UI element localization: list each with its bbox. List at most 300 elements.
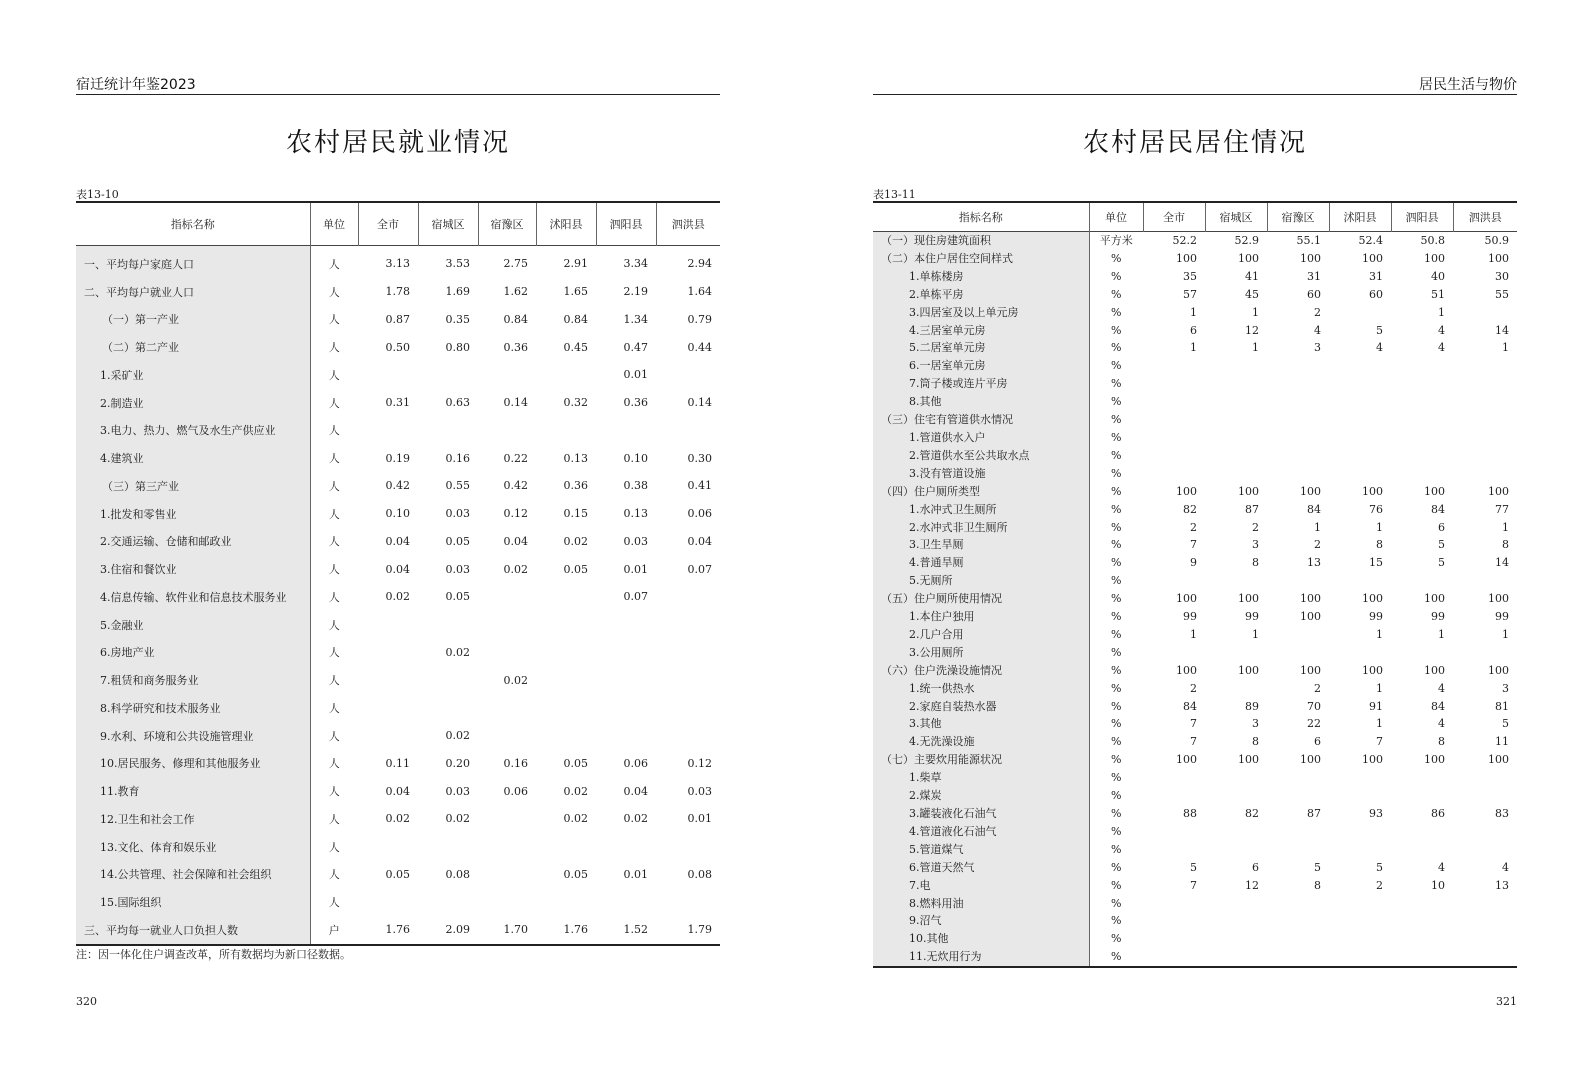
data-cell: 4 [1314, 323, 1321, 337]
row-unit: % [1111, 520, 1122, 534]
row-label: 9.沼气 [873, 912, 1089, 930]
data-cell: 30 [1495, 269, 1509, 283]
data-cell: 0.04 [385, 784, 410, 798]
data-cell: 0.02 [563, 784, 588, 798]
data-cell [1453, 465, 1517, 483]
row-unit: % [1111, 914, 1122, 928]
data-cell [1329, 841, 1391, 859]
data-cell [1391, 912, 1453, 930]
row-label: 11.教育 [76, 777, 310, 805]
row-label: 3.卫生旱厕 [873, 536, 1089, 554]
data-cell [1391, 823, 1453, 841]
row-unit: 人 [328, 618, 340, 632]
data-cell [1205, 787, 1267, 805]
data-cell: 0.87 [385, 312, 410, 326]
data-cell [1143, 357, 1205, 375]
data-cell: 2.94 [687, 257, 712, 271]
table-row [76, 417, 720, 445]
table-row [76, 555, 720, 583]
data-cell: 0.14 [687, 396, 712, 410]
table-row [76, 611, 720, 639]
column-header: 宿豫区 [478, 202, 536, 246]
row-label: 3.公用厕所 [873, 644, 1089, 662]
table-row [873, 483, 1517, 501]
table-row [873, 572, 1517, 590]
row-unit: % [1111, 484, 1122, 498]
data-cell: 8 [1252, 735, 1259, 749]
row-unit: 人 [328, 590, 340, 604]
row-unit: % [1111, 556, 1122, 570]
row-label: 6.房地产业 [76, 639, 310, 667]
row-unit: % [1111, 448, 1122, 462]
data-cell: 7 [1190, 538, 1197, 552]
data-cell: 0.19 [385, 451, 410, 465]
data-cell [478, 639, 536, 667]
data-cell: 7 [1376, 735, 1383, 749]
column-header: 全市 [358, 202, 418, 246]
row-unit: % [1111, 789, 1122, 803]
data-cell: 0.03 [623, 534, 648, 548]
data-cell [1453, 787, 1517, 805]
row-label: 4.建筑业 [76, 444, 310, 472]
data-cell: 60 [1307, 287, 1321, 301]
data-cell: 82 [1183, 502, 1197, 516]
data-cell: 0.06 [687, 507, 712, 521]
row-unit: 人 [328, 563, 340, 577]
row-label: 12.卫生和社会工作 [76, 805, 310, 833]
data-cell: 0.03 [445, 507, 470, 521]
column-header: 宿城区 [418, 202, 478, 246]
data-cell [1453, 447, 1517, 465]
data-cell: 0.12 [503, 507, 528, 521]
data-cell [418, 833, 478, 861]
data-cell: 0.14 [503, 396, 528, 410]
table-row [76, 722, 720, 750]
table-row [76, 528, 720, 556]
row-label: 11.无炊用行为 [873, 948, 1089, 967]
row-label: 1.批发和零售业 [76, 500, 310, 528]
data-cell: 4 [1438, 341, 1445, 355]
data-cell [1329, 393, 1391, 411]
data-cell [1267, 948, 1329, 967]
table-row [76, 888, 720, 916]
data-cell: 3.53 [445, 257, 470, 271]
data-cell [1453, 411, 1517, 429]
data-cell: 0.80 [445, 340, 470, 354]
data-cell: 3.13 [385, 257, 410, 271]
data-cell: 0.02 [503, 562, 528, 576]
row-label: 1.柴草 [873, 769, 1089, 787]
data-cell: 0.04 [687, 534, 712, 548]
table-row [76, 750, 720, 778]
row-label: 14.公共管理、社会保障和社会组织 [76, 861, 310, 889]
data-cell: 2 [1190, 520, 1197, 534]
row-unit: 人 [328, 507, 340, 521]
data-cell: 1 [1376, 627, 1383, 641]
data-cell: 84 [1431, 502, 1445, 516]
table-row [873, 536, 1517, 554]
data-cell: 5 [1314, 860, 1321, 874]
row-unit: % [1111, 251, 1122, 265]
data-cell: 1.62 [503, 285, 528, 299]
data-cell [596, 722, 656, 750]
data-cell: 7 [1190, 717, 1197, 731]
data-cell: 100 [1300, 610, 1321, 624]
data-cell: 7 [1190, 878, 1197, 892]
table-row [873, 554, 1517, 572]
row-unit: 平方米 [1099, 234, 1133, 247]
data-cell [1267, 626, 1329, 644]
data-cell: 86 [1431, 807, 1445, 820]
column-header: 泗洪县 [656, 202, 720, 246]
table-row [76, 694, 720, 722]
data-cell: 57 [1183, 287, 1197, 301]
data-cell [478, 722, 536, 750]
data-cell: 93 [1369, 807, 1383, 820]
row-label: 7.筒子楼或连片平房 [873, 375, 1089, 393]
row-label: 6.一居室单元房 [873, 357, 1089, 375]
data-cell [656, 639, 720, 667]
table-row [873, 501, 1517, 519]
data-cell: 76 [1369, 502, 1383, 516]
row-label: 4.信息传输、软件业和信息技术服务业 [76, 583, 310, 611]
data-cell [1391, 644, 1453, 662]
data-cell: 51 [1431, 287, 1445, 301]
data-cell: 0.07 [623, 590, 648, 604]
data-cell [1453, 393, 1517, 411]
table-row [873, 841, 1517, 859]
table-row [76, 861, 720, 889]
row-unit: % [1111, 878, 1122, 892]
row-label: 3.住宿和餐饮业 [76, 555, 310, 583]
table-row [873, 232, 1517, 250]
data-cell: 0.32 [563, 396, 588, 410]
data-cell: 35 [1183, 269, 1197, 283]
row-label: 5.金融业 [76, 611, 310, 639]
data-cell [1453, 357, 1517, 375]
table-row [873, 859, 1517, 877]
table-row [873, 895, 1517, 913]
row-unit: 人 [328, 896, 340, 910]
table-row [76, 666, 720, 694]
data-cell [358, 722, 418, 750]
data-cell: 4 [1438, 860, 1445, 874]
data-cell: 1 [1502, 520, 1509, 534]
data-cell: 0.84 [563, 312, 588, 326]
data-cell: 100 [1488, 753, 1509, 767]
row-unit: % [1111, 430, 1122, 444]
table-row [873, 787, 1517, 805]
column-header: 泗阳县 [596, 202, 656, 246]
data-cell: 1 [1376, 520, 1383, 534]
column-header: 泗阳县 [1391, 202, 1453, 232]
data-cell: 2.91 [563, 257, 588, 271]
data-cell: 99 [1183, 610, 1197, 624]
data-cell: 4 [1438, 717, 1445, 731]
data-cell [596, 611, 656, 639]
data-cell: 0.36 [563, 479, 588, 493]
table-header-row [76, 202, 720, 246]
data-cell: 0.79 [687, 312, 712, 326]
data-cell [1329, 375, 1391, 393]
data-cell [478, 861, 536, 889]
row-unit: % [1111, 699, 1122, 713]
data-cell: 100 [1424, 663, 1445, 677]
data-cell [358, 666, 418, 694]
row-label: 2.交通运输、仓储和邮政业 [76, 528, 310, 556]
table-row [873, 733, 1517, 751]
data-cell [478, 583, 536, 611]
data-cell: 6 [1190, 323, 1197, 337]
row-label: 4.无洗澡设施 [873, 733, 1089, 751]
data-cell: 1 [1190, 341, 1197, 355]
data-cell: 3.34 [623, 257, 648, 271]
data-cell: 100 [1300, 663, 1321, 677]
data-cell: 0.02 [445, 729, 470, 743]
data-cell [656, 583, 720, 611]
data-cell [1391, 787, 1453, 805]
row-label: 二、平均每户就业人口 [76, 278, 310, 306]
data-cell: 1.65 [563, 285, 588, 299]
row-unit: 户 [328, 923, 340, 937]
data-cell: 1 [1376, 681, 1383, 695]
row-unit: % [1111, 538, 1122, 552]
data-cell [536, 888, 596, 916]
table-row [873, 304, 1517, 322]
data-cell: 100 [1424, 592, 1445, 606]
column-header: 指标名称 [958, 211, 1003, 224]
row-unit: % [1111, 574, 1122, 588]
row-label: 4.管道液化石油气 [873, 823, 1089, 841]
data-cell: 50.8 [1420, 234, 1445, 247]
table-row [76, 833, 720, 861]
data-cell: 1.70 [503, 923, 528, 937]
table-row [873, 823, 1517, 841]
data-cell: 0.38 [623, 479, 648, 493]
data-cell: 41 [1245, 269, 1259, 283]
data-cell [1267, 465, 1329, 483]
data-cell: 2 [1190, 681, 1197, 695]
data-cell: 88 [1183, 807, 1197, 820]
data-cell: 0.02 [385, 590, 410, 604]
row-unit: 人 [328, 341, 340, 355]
data-cell: 7 [1190, 735, 1197, 749]
data-cell: 1 [1376, 717, 1383, 731]
row-label: 7.电 [873, 877, 1089, 895]
table-row [76, 246, 720, 278]
data-cell: 100 [1300, 484, 1321, 498]
right-page [873, 0, 1517, 1077]
data-cell [1205, 357, 1267, 375]
row-unit: % [1111, 413, 1122, 427]
data-cell: 84 [1431, 699, 1445, 713]
row-label: 3.电力、热力、燃气及水生产供应业 [76, 417, 310, 445]
data-cell: 31 [1307, 269, 1321, 283]
data-cell: 2.09 [445, 923, 470, 937]
data-cell [478, 888, 536, 916]
table-row [76, 583, 720, 611]
data-cell [478, 417, 536, 445]
row-unit: 人 [328, 757, 340, 771]
data-cell: 50.9 [1484, 234, 1509, 247]
data-cell: 60 [1369, 287, 1383, 301]
data-cell [418, 417, 478, 445]
data-cell [358, 361, 418, 389]
running-header: 宿迁统计年鉴2023 [76, 74, 720, 95]
data-cell: 89 [1245, 699, 1259, 713]
row-unit: % [1111, 807, 1122, 820]
row-label: 3.四居室及以上单元房 [873, 304, 1089, 322]
data-cell: 0.84 [503, 312, 528, 326]
data-cell [1267, 912, 1329, 930]
data-cell: 5 [1190, 860, 1197, 874]
data-cell [1205, 841, 1267, 859]
row-label: 2.水冲式非卫生厕所 [873, 519, 1089, 537]
data-cell [1267, 787, 1329, 805]
data-cell [1205, 823, 1267, 841]
row-unit: % [1111, 663, 1122, 677]
data-cell [1267, 429, 1329, 447]
row-unit: % [1111, 341, 1122, 355]
data-cell: 4 [1376, 341, 1383, 355]
data-cell: 0.04 [503, 534, 528, 548]
data-cell [1329, 895, 1391, 913]
row-label: （三）住宅有管道供水情况 [873, 411, 1089, 429]
data-cell [1267, 644, 1329, 662]
table-row [873, 662, 1517, 680]
data-cell [1329, 912, 1391, 930]
table-row [76, 777, 720, 805]
row-label: 3.其他 [873, 715, 1089, 733]
table-row [76, 805, 720, 833]
data-cell: 0.55 [445, 479, 470, 493]
data-cell [1453, 895, 1517, 913]
row-unit: % [1111, 502, 1122, 516]
table-row [873, 393, 1517, 411]
row-label: 4.普通旱厕 [873, 554, 1089, 572]
data-cell: 8 [1376, 538, 1383, 552]
row-unit: % [1111, 645, 1122, 659]
data-cell [1267, 357, 1329, 375]
data-cell [1205, 930, 1267, 948]
table-header-row [873, 202, 1517, 232]
housing-table [873, 201, 1517, 968]
data-cell: 11 [1495, 735, 1509, 749]
data-cell: 100 [1362, 484, 1383, 498]
data-cell: 0.02 [563, 812, 588, 826]
data-cell [1391, 447, 1453, 465]
table-row [873, 268, 1517, 286]
data-cell: 8 [1438, 735, 1445, 749]
data-cell: 1 [1190, 305, 1197, 319]
row-label: （四）住户厕所类型 [873, 483, 1089, 501]
data-cell: 1 [1252, 305, 1259, 319]
data-cell: 100 [1300, 592, 1321, 606]
data-cell [1391, 930, 1453, 948]
data-cell: 100 [1300, 251, 1321, 265]
data-cell: 0.03 [687, 784, 712, 798]
row-unit: 人 [328, 868, 340, 882]
row-label: 5.二居室单元房 [873, 339, 1089, 357]
data-cell: 100 [1362, 663, 1383, 677]
table-note: 注：因一体化住户调查改革，所有数据均为新口径数据。 [76, 948, 351, 961]
data-cell: 0.03 [445, 562, 470, 576]
data-cell: 13 [1307, 556, 1321, 570]
row-unit: % [1111, 824, 1122, 838]
data-cell [478, 694, 536, 722]
data-cell: 77 [1495, 502, 1509, 516]
data-cell [1391, 895, 1453, 913]
data-cell: 0.08 [445, 867, 470, 881]
data-cell: 0.13 [563, 451, 588, 465]
row-unit: 人 [328, 285, 340, 299]
data-cell [1267, 447, 1329, 465]
data-cell: 0.07 [687, 562, 712, 576]
table-row [873, 751, 1517, 769]
row-unit: 人 [328, 368, 340, 382]
data-cell [1267, 930, 1329, 948]
row-unit: % [1111, 717, 1122, 731]
data-cell: 1 [1252, 627, 1259, 641]
data-cell: 0.42 [385, 479, 410, 493]
row-label: （三）第三产业 [76, 472, 310, 500]
data-cell [478, 611, 536, 639]
data-cell [1205, 375, 1267, 393]
data-cell [1329, 429, 1391, 447]
data-cell: 1.64 [687, 285, 712, 299]
data-cell [1143, 948, 1205, 967]
table-row [873, 590, 1517, 608]
data-cell: 99 [1495, 610, 1509, 624]
data-cell: 100 [1300, 753, 1321, 767]
table-row [873, 465, 1517, 483]
row-unit: % [1111, 305, 1122, 319]
data-cell: 100 [1488, 251, 1509, 265]
page-number: 320 [76, 995, 97, 1008]
data-cell: 0.20 [445, 756, 470, 770]
data-cell: 3 [1252, 538, 1259, 552]
data-cell: 100 [1238, 663, 1259, 677]
data-cell [1453, 948, 1517, 967]
row-label: 2.家庭自装热水器 [873, 698, 1089, 716]
table-row [873, 411, 1517, 429]
data-cell: 2 [1376, 878, 1383, 892]
data-cell [596, 666, 656, 694]
data-cell [1143, 375, 1205, 393]
data-cell: 13 [1495, 878, 1509, 892]
data-cell: 10 [1431, 878, 1445, 892]
row-unit: 人 [328, 452, 340, 466]
column-header: 指标名称 [170, 218, 215, 231]
row-unit: % [1111, 932, 1122, 946]
data-cell [1391, 429, 1453, 447]
data-cell: 40 [1431, 269, 1445, 283]
data-cell [1143, 393, 1205, 411]
employment-table [76, 201, 720, 946]
row-label: 8.燃料用油 [873, 895, 1089, 913]
data-cell: 1.52 [623, 923, 648, 937]
row-label: 1.单栋楼房 [873, 268, 1089, 286]
data-cell [1267, 841, 1329, 859]
table-row [873, 769, 1517, 787]
data-cell: 0.35 [445, 312, 470, 326]
table-row [873, 429, 1517, 447]
row-unit: 人 [328, 257, 340, 271]
data-cell [1453, 572, 1517, 590]
data-cell: 2 [1252, 520, 1259, 534]
table-number: 表13-11 [873, 188, 916, 201]
data-cell [418, 361, 478, 389]
